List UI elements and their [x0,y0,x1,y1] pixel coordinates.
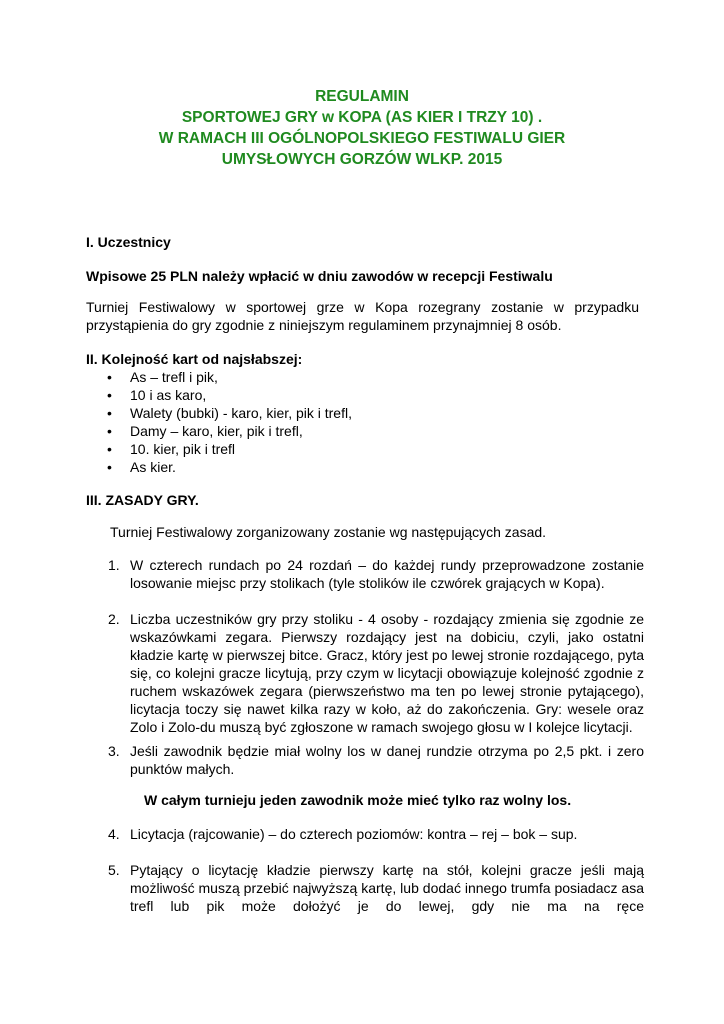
section-1-heading: I. Uczestnicy [86,234,171,250]
title-line-4: UMYSŁOWYCH GORZÓW WLKP. 2015 [221,151,503,168]
bullet-icon: • [107,459,112,475]
section-3-intro: Turniej Festiwalowy zorganizowany zostanie wg następujących zasad. [110,524,547,540]
bullet-icon: • [107,423,112,439]
bullet-icon: • [107,387,112,403]
title-line-3: W RAMACH III OGÓLNOPOLSKIEGO FESTIWALU GIER [158,130,566,147]
section-3-heading: III. ZASADY GRY. [86,492,199,508]
bullet-icon: • [107,369,112,385]
title-line-2: SPORTOWEJ GRY w KOPA (AS KIER I TRZY 10) . [181,109,543,126]
section-2-heading: II. Kolejność kart od najsłabszej: [86,351,303,367]
free-bye-note: W całym turnieju jeden zawodnik może mieć tylko raz wolny los. [144,792,572,808]
section-1-paragraph: Turniej Festiwalowy w sportowej grze w Kopa rozegrany zostanie w przypadku przystąpienia do gry zgodnie z niniejszym regulaminem przynajmniej 8 osób. [86,299,639,333]
entry-fee-note: Wpisowe 25 PLN należy wpłacić w dniu zawodów w recepcji Festiwalu [86,268,553,284]
bullet-icon: • [107,405,112,421]
document-title [0,86,724,170]
title-line-1: REGULAMIN [315,88,409,105]
bullet-icon: • [107,441,112,457]
